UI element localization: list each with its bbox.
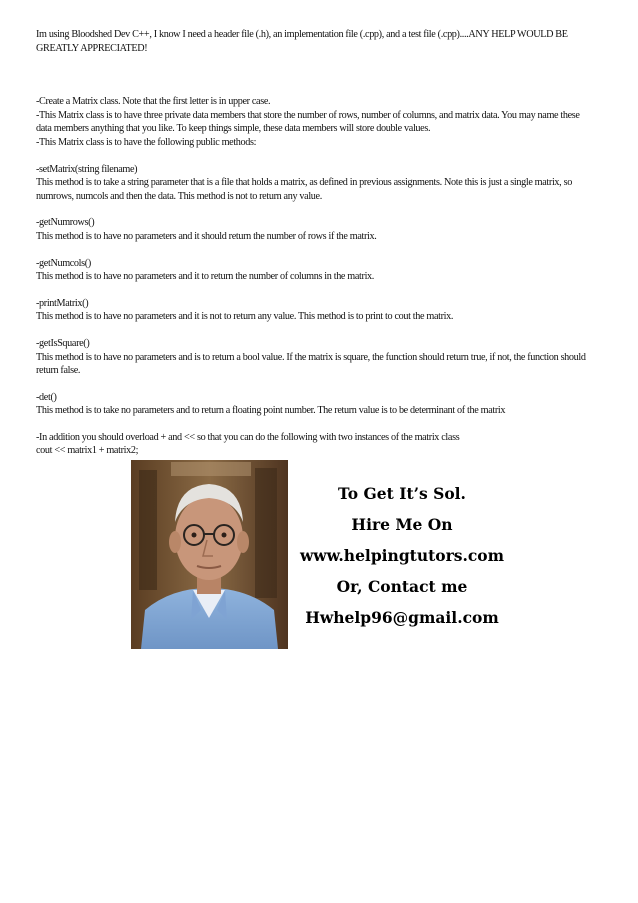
method-getnumrows-desc: This method is to have no parameters and it should return the number of rows if the matrix. [36, 230, 377, 242]
promo-website: www.helpingtutors.com [299, 546, 505, 565]
promo-email: Hwhelp96@gmail.com [305, 608, 499, 627]
tutor-portrait-image [131, 460, 288, 649]
promo-text [293, 478, 511, 633]
requirement-members-line-1: -This Matrix class is to have three private data members that store the number of rows, number of columns, and matrix data. You may name these [36, 109, 580, 121]
requirement-public-methods: -This Matrix class is to have the following public methods: [36, 136, 257, 148]
tutor-promo-banner [131, 460, 511, 649]
method-det-name: -det() [36, 391, 57, 403]
promo-line-get-solution: To Get It’s Sol. [338, 484, 466, 503]
method-getissquare-name: -getIsSquare() [36, 337, 90, 349]
requirement-members-line-2: data members anything that you like. To keep things simple, these data members will store double values. [36, 123, 431, 135]
method-setmatrix-desc-2: numrows, numcols and then the data. This method is not to return any value. [36, 190, 322, 202]
method-getnumrows-name: -getNumrows() [36, 217, 95, 229]
method-printmatrix-desc: This method is to have no parameters and it is not to return any value. This method is to print to cout the matrix. [36, 311, 454, 323]
method-printmatrix-name: -printMatrix() [36, 297, 89, 309]
tutor-photo [131, 460, 288, 649]
question-text [36, 28, 606, 458]
overload-line-2: cout << matrix1 + matrix2; [36, 445, 139, 457]
method-getissquare-desc-1: This method is to have no parameters and is to return a bool value. If the matrix is square, the function should return true, if not, the function should [36, 351, 586, 363]
method-setmatrix-desc-1: This method is to take a string parameter that is a file that holds a matrix, as defined in previous assignments. Note this is just a single matrix, so [36, 177, 572, 189]
method-setmatrix-name: -setMatrix(string filename) [36, 163, 138, 175]
method-det-desc: This method is to take no parameters and to return a floating point number. The return value is to be determinant of the matrix [36, 405, 506, 417]
method-getnumcols-name: -getNumcols() [36, 257, 91, 269]
method-getissquare-desc-2: return false. [36, 365, 81, 377]
promo-line-contact: Or, Contact me [336, 577, 468, 596]
method-getnumcols-desc: This method is to have no parameters and it to return the number of columns in the matrix. [36, 271, 374, 283]
requirement-create-class: -Create a Matrix class. Note that the first letter is in upper case. [36, 96, 271, 108]
overload-line-1: -In addition you should overload + and << so that you can do the following with two instances of the matrix class [36, 431, 460, 443]
intro-line-2: GREATLY APPRECIATED! [36, 42, 148, 54]
promo-line-hire-me: Hire Me On [351, 515, 453, 534]
intro-line-1: Im using Bloodshed Dev C++, I know I need a header file (.h), an implementation file (.cpp), and a test file (.cpp)....ANY HELP WOULD BE [36, 29, 568, 40]
